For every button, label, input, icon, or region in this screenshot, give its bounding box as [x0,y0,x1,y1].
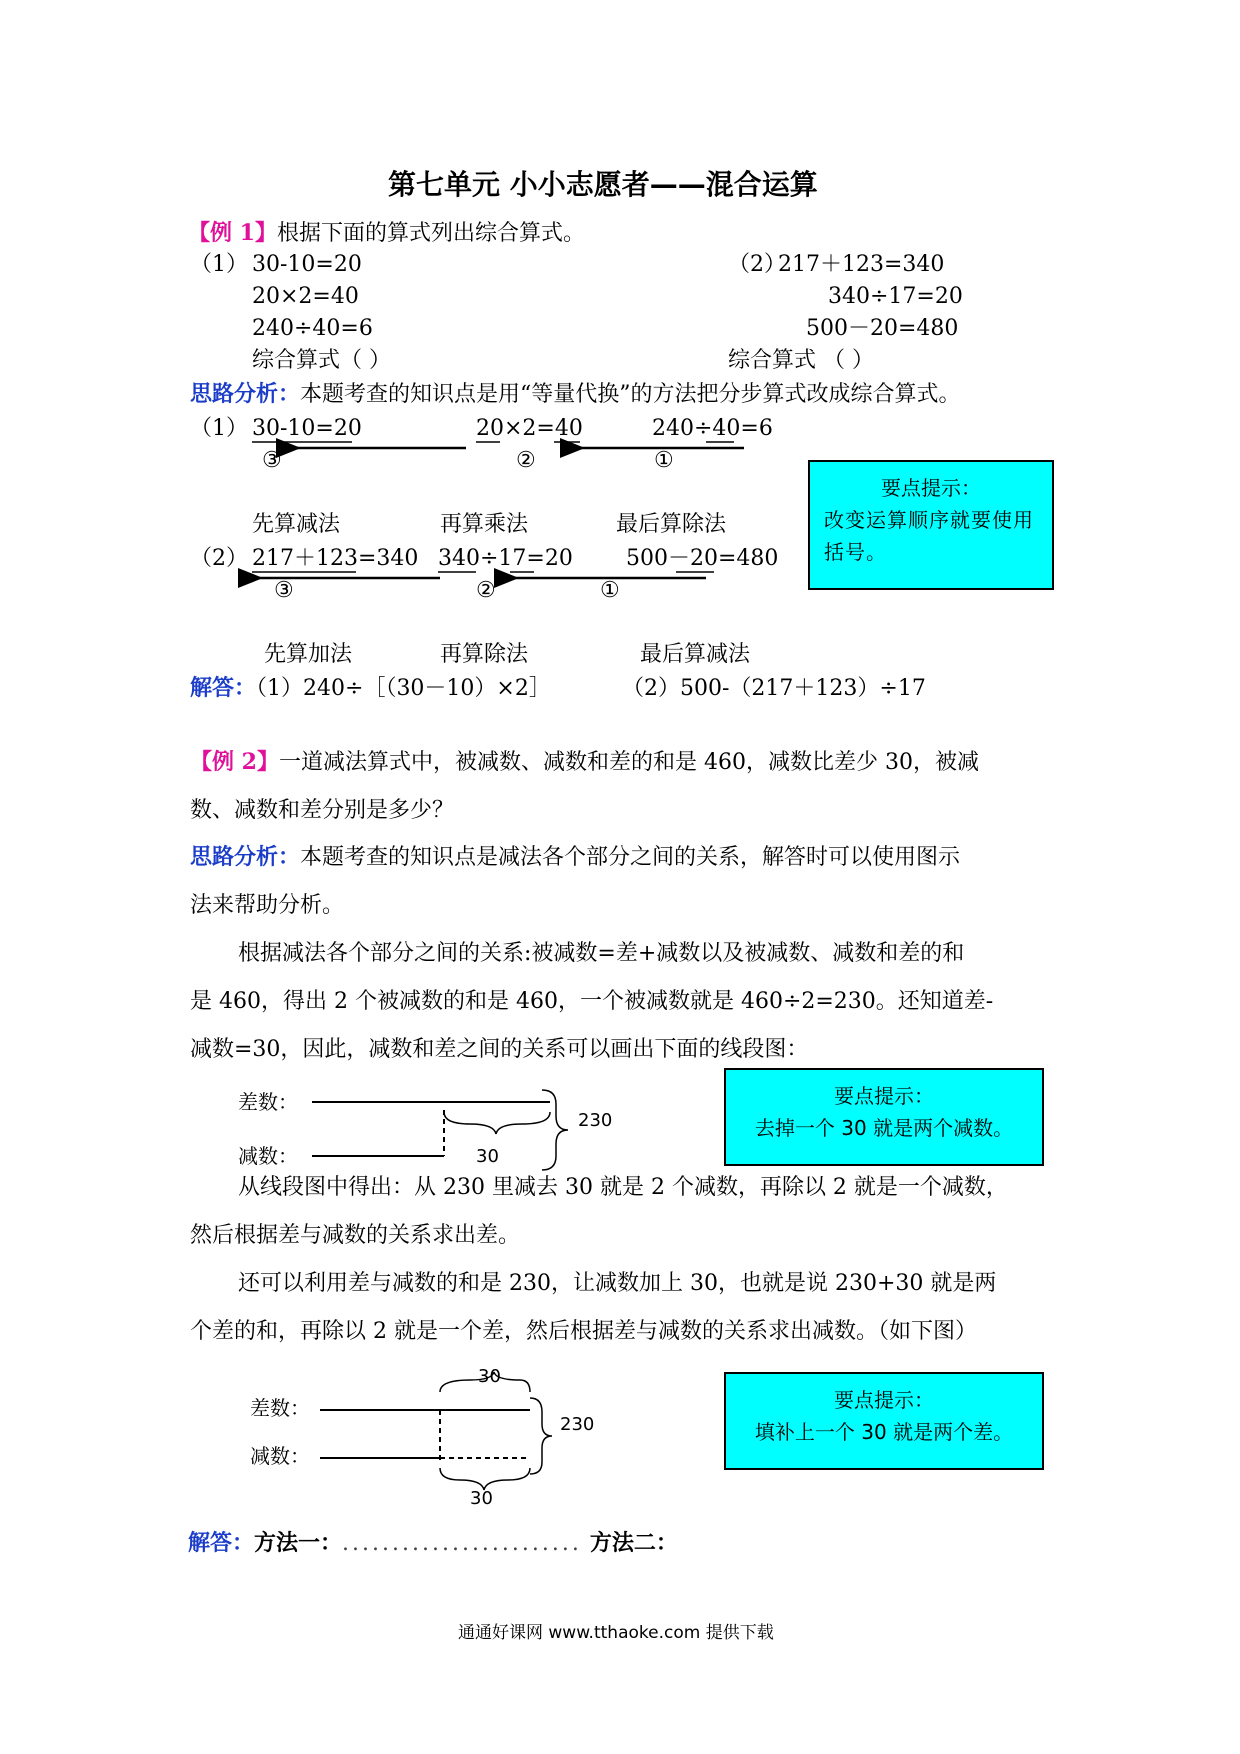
row1-label: （1） [190,416,248,441]
example1-prompt: 根据下面的算式列出综合算式。 [276,221,585,246]
row1-circle1: ① [654,448,674,473]
paragraph-3-line1: 还可以利用差与减数的和是 230，让减数加上 30，也就是说 230+30 就是两 [238,1271,997,1296]
diagram2-sub-label: 减数： [250,1444,310,1468]
row1-circle3: ③ [262,448,282,473]
diagram2-total-label: 230 [560,1414,595,1435]
method-1-label: 方法一： [254,1530,343,1556]
paragraph-3-line2: 个差的和，再除以 2 就是一个差，然后根据差与减数的关系求出减数。（如下图） [190,1319,977,1344]
answer-1-label: 解答： [190,676,257,701]
tip-box-2-body: 去掉一个 30 就是两个减数。 [754,1116,1014,1140]
row2-eq2: 340÷17=20 [438,546,573,571]
example1-tag: 【例 1】 [188,220,277,246]
analysis-2-line2: 法来帮助分析。 [190,893,345,918]
answer-1-part1: （1）240÷［（30－10）×2］ [256,676,551,701]
example2-line2: 数、减数和差分别是多少？ [190,798,455,823]
diagram2-top-label: 30 [478,1366,501,1387]
row1-eq2: 20×2=40 [476,416,583,441]
example2-line1: 一道减法算式中，被减数、减数和差的和是 460，减数比差少 30，被减 [278,750,979,775]
diagram1-diff-label: 差数： [238,1090,298,1114]
p1-label: （1） [190,252,248,277]
paragraph-2-line1: 从线段图中得出：从 230 里减去 30 就是 2 个减数，再除以 2 就是一个减数， [238,1175,1008,1200]
row2-step1: 先算加法 [264,642,353,667]
diagram1 [312,1090,568,1170]
row2-circle3: ③ [274,578,294,603]
paragraph-1-line2: 是 460，得出 2 个被减数的和是 460，一个被减数就是 460÷2=230。还知道差- [190,989,994,1014]
row2-step3: 最后算减法 [640,642,751,667]
diagram1-sub-label: 减数： [238,1144,298,1168]
diagram1-gap-label: 30 [476,1146,499,1167]
row2-eq3: 500－20=480 [626,546,779,571]
p1-eq2: 20×2=40 [252,284,359,309]
tip-box-2-title: 要点提示： [834,1084,934,1108]
row2-step2: 再算除法 [440,642,529,667]
analysis-label: 思路分析： [190,382,301,407]
diagram2-diff-label: 差数： [250,1396,310,1420]
p1-eq1: 30-10=20 [252,252,362,277]
tip-box-3-title: 要点提示： [834,1388,934,1412]
analysis-2-label: 思路分析： [190,845,301,870]
row2-circle1: ① [600,578,620,603]
diagram2 [320,1372,552,1490]
paragraph-2-line2: 然后根据差与减数的关系求出差。 [190,1223,521,1248]
row1-eq1: 30-10=20 [252,416,362,441]
analysis-2-line1: 本题考查的知识点是减法各个部分之间的关系，解答时可以使用图示 [300,845,961,870]
row1-circle2: ② [516,448,536,473]
tip-box-1-body: 改变运算顺序就要使用括号。 [824,508,1034,564]
p2-eq2: 340÷17=20 [828,284,963,309]
paragraph-1-line1: 根据减法各个部分之间的关系:被减数=差+减数以及被减数、减数和差的和 [238,941,965,966]
row2-eq1: 217＋123=340 [252,546,419,571]
row1-step2: 再算乘法 [440,512,529,537]
p2-label: （2） [728,252,786,277]
row2-label: （2） [190,546,248,571]
tip-box-1-title: 要点提示： [881,476,981,500]
method-2-label: 方法二： [589,1530,678,1556]
combined-formula-2: 综合算式 （ ） [728,348,874,373]
p1-eq3: 240÷40=6 [252,316,373,341]
answer-2-label: 解答： [188,1531,255,1556]
diagram1-total-label: 230 [578,1110,613,1131]
p2-eq3: 500－20=480 [806,316,959,341]
page-title: 第七单元 小小志愿者——混合运算 [388,168,818,201]
diagram2-bottom-label: 30 [470,1488,493,1509]
row2-circle2: ② [476,578,496,603]
row1-eq3: 240÷40=6 [652,416,773,441]
tip-box-3-body: 填补上一个 30 就是两个差。 [754,1420,1014,1444]
footer: 通通好课网 www.tthaoke.com 提供下载 [458,1623,774,1643]
analysis-text: 本题考查的知识点是用“等量代换”的方法把分步算式改成综合算式。 [300,382,961,407]
paragraph-1-line3: 减数=30，因此，减数和差之间的关系可以画出下面的线段图： [190,1037,809,1062]
row1-step3: 最后算除法 [616,512,727,537]
combined-formula-1: 综合算式（ ） [252,348,391,373]
p2-eq1: 217＋123=340 [778,252,945,277]
answer-1-part2: （2）500-（217＋123）÷17 [622,676,926,701]
example2-tag: 【例 2】 [190,749,279,775]
method-1-dots: ........................ [342,1531,582,1556]
row1-step1: 先算减法 [252,512,341,537]
